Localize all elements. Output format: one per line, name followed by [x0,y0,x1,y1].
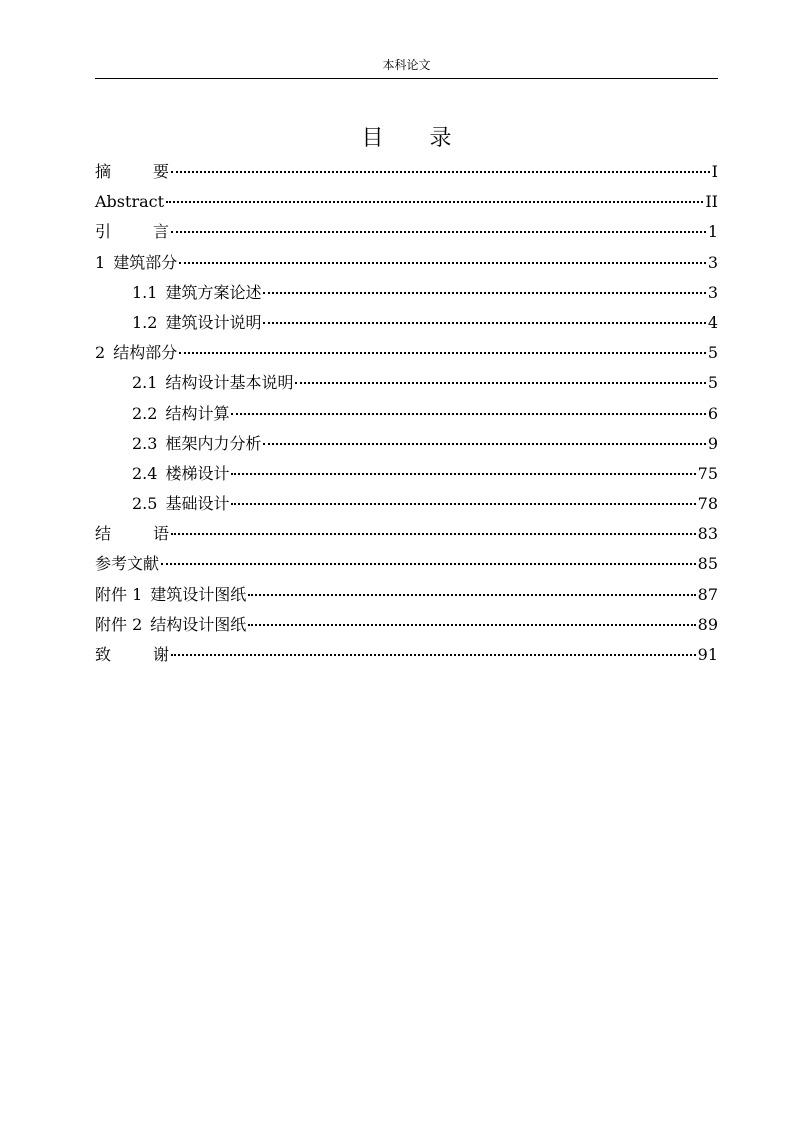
toc-entry-heading [95,610,246,640]
toc-entry[interactable] [95,278,718,308]
toc-dot-leader [263,278,705,298]
toc-entry-label: 结 语 [95,524,169,544]
toc-entry-label: 框架内力分析 [165,433,262,453]
toc-entry-page: I [711,162,718,181]
toc-dot-leader [248,610,695,630]
toc-entry-label: 结构设计图纸 [150,614,247,634]
toc-dot-leader [179,248,706,268]
toc-entry[interactable] [95,157,718,187]
toc-entry[interactable] [95,489,718,519]
toc-entry-page: 85 [697,554,718,574]
toc-entry-page: 5 [707,373,718,393]
toc-entry-heading [132,278,261,308]
toc-entry-page: II [705,192,718,212]
toc-entry-heading [95,157,169,187]
toc-entry-heading [95,519,169,549]
toc-entry-heading [95,187,164,217]
toc-title-right: 录 [429,126,452,151]
toc-dot-leader [248,580,695,600]
toc-entry-page: 3 [707,252,718,272]
toc-entry-page: 4 [707,312,718,332]
toc-entry[interactable] [95,399,718,429]
toc-entry-heading [132,399,229,429]
toc-entry-heading [95,580,246,610]
toc-entry-label: 结构设计基本说明 [165,373,294,393]
toc-entry-number: 2 [95,343,106,363]
toc-entry-label: 建筑设计说明 [165,312,262,332]
toc-entry-heading [132,459,229,489]
toc-entry[interactable] [95,459,718,489]
toc-entry-page: 83 [697,524,718,544]
toc-entry-label: Abstract [95,192,165,212]
toc-entry-label: 结构计算 [165,403,230,423]
toc-entry[interactable] [95,549,718,579]
page-header [95,54,718,79]
toc-entry-number: 1.1 [132,282,158,302]
toc-title-left: 目 [361,126,384,151]
toc-entry-number: 2.3 [132,433,158,453]
toc-entry-heading [95,217,169,247]
toc-entry-label: 摘 要 [95,162,169,181]
toc-dot-leader [231,489,695,509]
toc-entry-number: 1 [95,252,106,272]
toc-entry-page: 89 [697,614,718,634]
toc-entry-label: 建筑设计图纸 [150,584,247,604]
table-of-contents [95,157,718,670]
toc-entry-label: 致 谢 [95,645,169,664]
header-title: 本科论文 [382,58,431,72]
toc-entry-heading [132,308,261,338]
toc-entry-page: 1 [707,222,718,242]
toc-entry[interactable] [95,640,718,670]
toc-entry[interactable] [95,308,718,338]
toc-dot-leader [171,157,710,177]
toc-entry-number: 1.2 [132,312,158,332]
toc-entry-label: 结构部分 [113,343,178,363]
toc-entry-heading [132,368,293,398]
toc-entry-label: 建筑部分 [113,252,178,272]
toc-entry-heading [95,248,177,278]
toc-dot-leader [295,368,705,388]
toc-entry-page: 75 [697,463,718,483]
toc-entry-page: 87 [697,584,718,604]
toc-dot-leader [231,459,695,479]
toc-entry-page: 91 [697,645,718,664]
toc-entry-page: 5 [707,343,718,363]
toc-dot-leader [263,429,705,449]
toc-entry[interactable] [95,580,718,610]
toc-entry-page: 6 [707,403,718,423]
toc-entry-number: 附件 2 [95,614,143,634]
toc-entry-label: 建筑方案论述 [165,282,262,302]
toc-entry[interactable] [95,519,718,549]
toc-entry[interactable] [95,429,718,459]
toc-entry-number: 附件 1 [95,584,143,604]
toc-entry-heading [95,640,169,670]
toc-entry-number: 2.2 [132,403,158,423]
toc-dot-leader [231,399,705,419]
toc-entry-heading [95,338,177,368]
toc-entry-number: 2.5 [132,494,158,514]
toc-title [95,124,718,154]
toc-dot-leader [171,640,696,660]
toc-entry-label: 基础设计 [165,494,230,514]
toc-dot-leader [179,338,706,358]
toc-dot-leader [263,308,705,328]
toc-entry-heading [132,429,261,459]
toc-entry[interactable] [95,217,718,247]
toc-entry-page: 9 [707,433,718,453]
toc-entry-heading [132,489,229,519]
toc-entry[interactable] [95,368,718,398]
toc-entry[interactable] [95,187,718,217]
toc-entry-number: 2.1 [132,373,158,393]
toc-entry[interactable] [95,610,718,640]
toc-entry-page: 3 [707,282,718,302]
toc-entry-page: 78 [697,494,718,514]
toc-entry-label: 参考文献 [95,554,160,574]
toc-entry-label: 引 言 [95,222,169,242]
toc-dot-leader [161,549,696,569]
toc-dot-leader [166,187,703,207]
toc-entry-heading [95,549,159,579]
toc-entry-number: 2.4 [132,463,158,483]
toc-entry[interactable] [95,248,718,278]
toc-dot-leader [171,519,696,539]
toc-entry-label: 楼梯设计 [165,463,230,483]
toc-entry[interactable] [95,338,718,368]
toc-dot-leader [171,217,706,237]
